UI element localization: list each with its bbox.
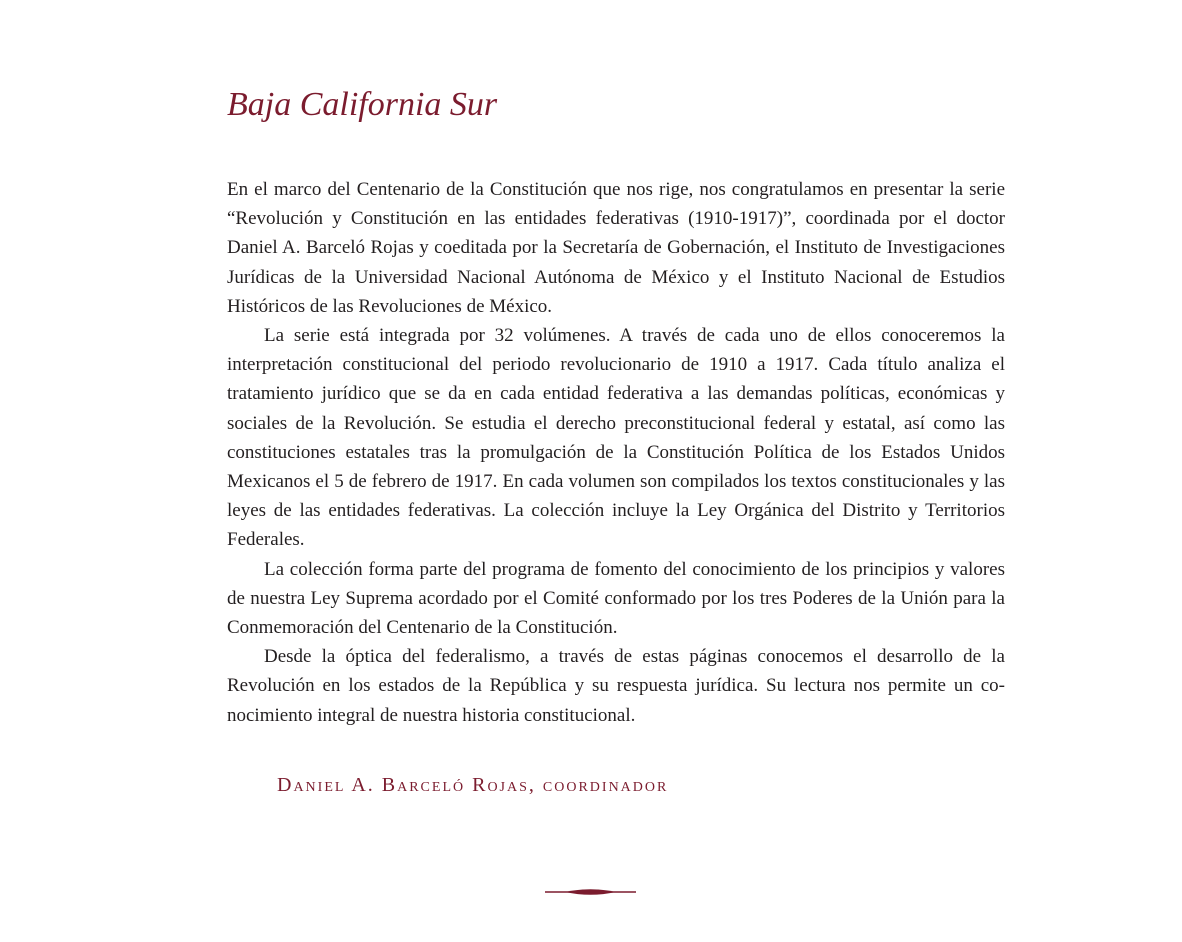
paragraph-3: La colección forma parte del programa de fomento del conocimiento de los principios y valores de nuestra Ley Suprema acordado por el Comité conformado por los tres Poderes de la Unión para la Conmemoración del Centenario de la Constitución.	[227, 558, 1005, 639]
paragraph-1: En el marco del Centenario de la Constitución que nos rige, nos congratulamos en presentar la serie “Revolución y Constitución en las entidades federativas (1910-1917)”, coordinada por el doctor Daniel A. Barceló Rojas y coeditada por la Secretaría de Gobernación, el Instituto de Investigaciones Jurídicas de la Universidad Nacional Autónoma de México y el Instituto Nacional de Estudios Históricos de las Revoluciones de México.	[227, 179, 1005, 317]
ornament-icon	[545, 886, 636, 898]
paragraph-2: La serie está integrada por 32 volúmenes. A través de cada uno de ellos conoceremos la interpretación constitucional del periodo revolucionario de 1910 a 1917. Cada título analiza el tratamiento jurídico que se da en cada entidad federativa a las demandas políticas, económicas y sociales de la Revolución. Se estudia el derecho preconstitucional federal y estatal, así como las constituciones estatales tras la promulgación de la Constitución Política de los Estados Unidos Mexicanos el 5 de febrero de 1917. En cada volumen son compilados los textos constitucionales y las leyes de las entidades federativas. La colección incluye la Ley Orgánica del Distrito y Territorios Federales.	[227, 325, 1005, 551]
body-text	[227, 175, 1005, 730]
signature: Daniel A. Barceló Rojas, coordinador	[277, 774, 669, 796]
paragraph-4: Desde la óptica del federalismo, a través de estas páginas conocemos el desarrollo de la Revolución en los estados de la República y su respuesta jurídica. Su lectura nos permite un conocimiento integral de nuestra historia constitucional.	[227, 646, 1005, 726]
page-title: Baja California Sur	[227, 86, 498, 123]
